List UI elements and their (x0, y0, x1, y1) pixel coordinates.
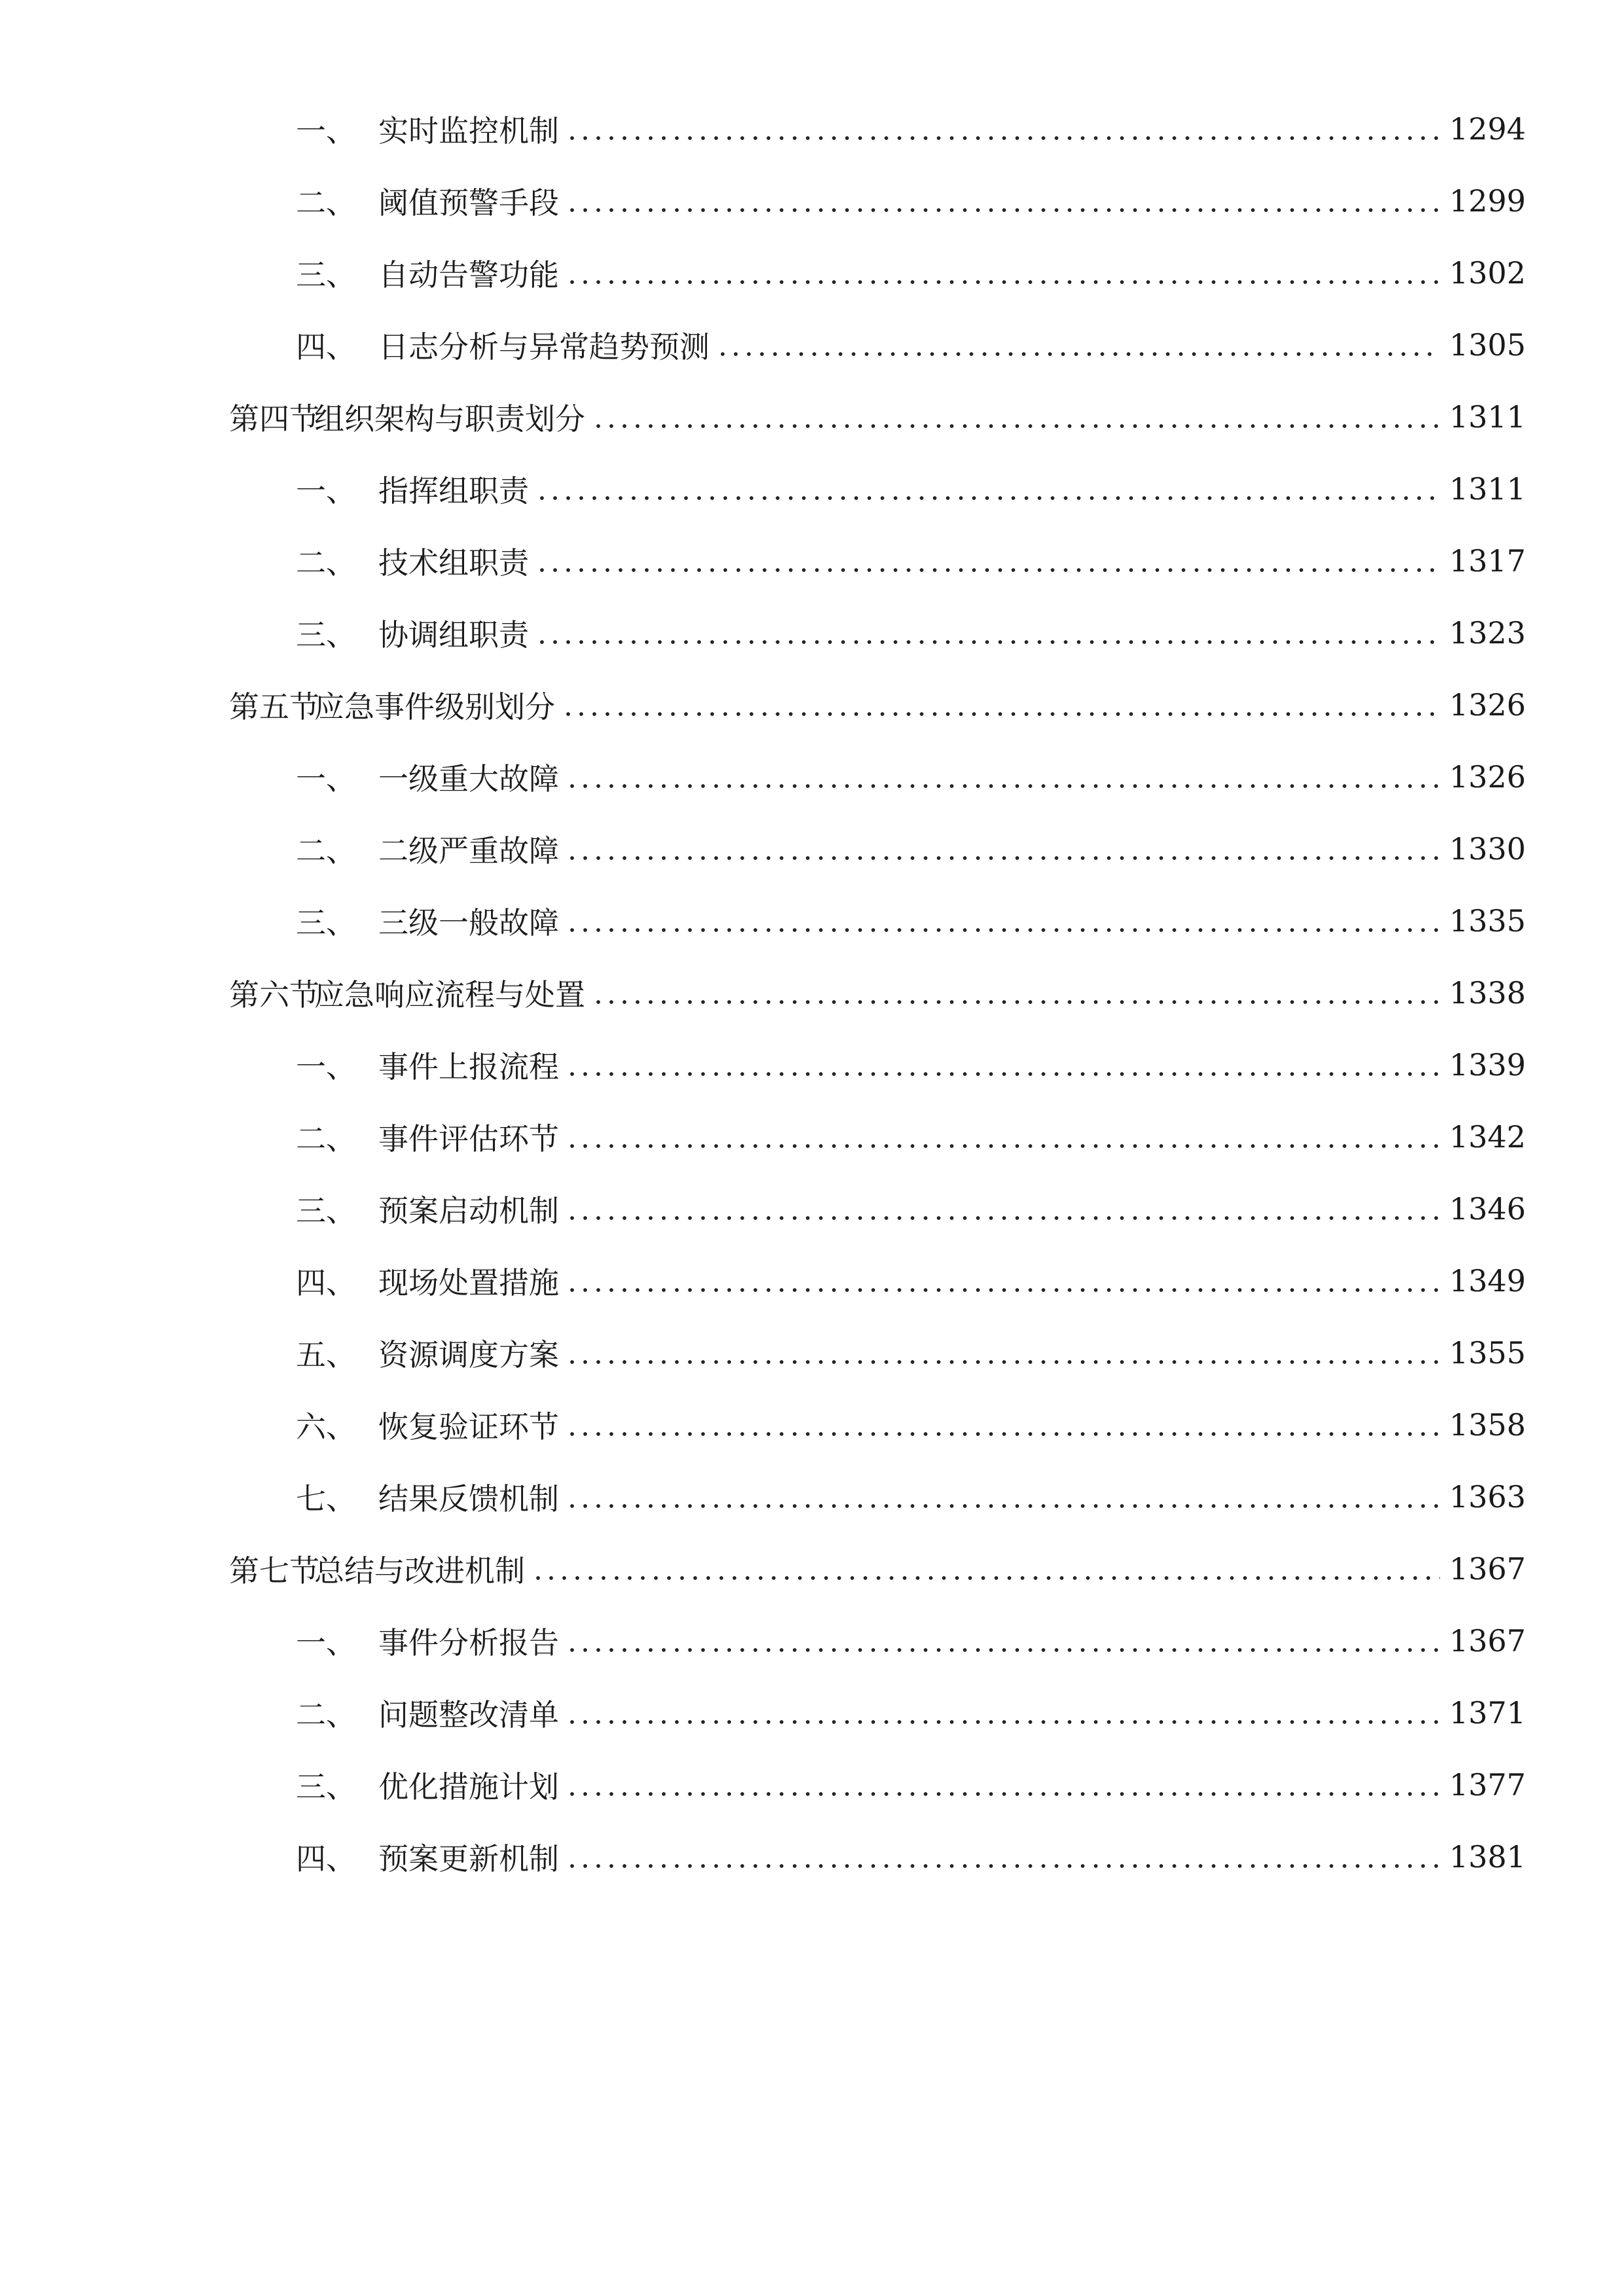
dot-leader (566, 1863, 1440, 1869)
toc-entry-page-number: 1371 (1449, 1695, 1526, 1731)
toc-entry-title: 事件评估环节 (378, 1121, 559, 1157)
toc-entry-number: 四、 (296, 1265, 356, 1300)
toc-subsection-entry[interactable] (0, 93, 1624, 165)
toc-entry-number: 三、 (296, 257, 356, 293)
toc-subsection-entry[interactable] (0, 1245, 1624, 1317)
toc-subsection-entry[interactable] (0, 1389, 1624, 1461)
dot-leader (566, 855, 1440, 861)
toc-entry-page-number: 1367 (1449, 1551, 1526, 1587)
toc-subsection-entry[interactable] (0, 813, 1624, 885)
toc-subsection-entry[interactable] (0, 885, 1624, 957)
toc-entry-number: 二、 (296, 1697, 356, 1732)
toc-entry-title: 三级一般故障 (378, 905, 559, 941)
toc-entry-page-number: 1349 (1449, 1263, 1526, 1299)
toc-entry-page-number: 1326 (1449, 759, 1526, 795)
toc-entry-title: 一级重大故障 (378, 761, 559, 797)
dot-leader (566, 1215, 1440, 1221)
dot-leader (535, 495, 1440, 501)
toc-entry-page-number: 1346 (1449, 1191, 1526, 1227)
toc-entry-page-number: 1339 (1449, 1047, 1526, 1083)
toc-section-entry[interactable] (0, 957, 1624, 1029)
toc-entry-title: 优化措施计划 (378, 1769, 559, 1804)
toc-subsection-entry[interactable] (0, 1461, 1624, 1533)
toc-entry-number: 二、 (296, 833, 356, 869)
dot-leader (566, 1503, 1440, 1509)
toc-entry-page-number: 1317 (1449, 543, 1526, 579)
toc-entry-page-number: 1302 (1449, 255, 1526, 291)
toc-subsection-entry[interactable] (0, 741, 1624, 813)
toc-entry-title: 应急响应流程与处置 (314, 977, 585, 1013)
toc-entry-title: 总结与改进机制 (314, 1553, 525, 1588)
toc-subsection-entry[interactable] (0, 237, 1624, 309)
toc-subsection-entry[interactable] (0, 309, 1624, 381)
toc-entry-number: 三、 (296, 1769, 356, 1804)
dot-leader (716, 351, 1440, 357)
toc-subsection-entry[interactable] (0, 453, 1624, 525)
dot-leader (566, 783, 1440, 789)
toc-subsection-entry[interactable] (0, 1677, 1624, 1749)
toc-entry-page-number: 1330 (1449, 831, 1526, 867)
toc-subsection-entry[interactable] (0, 1317, 1624, 1389)
toc-entry-page-number: 1323 (1449, 615, 1526, 651)
toc-entry-page-number: 1355 (1449, 1335, 1526, 1371)
dot-leader (592, 423, 1440, 429)
toc-entry-title: 日志分析与异常趋势预测 (378, 329, 710, 365)
toc-entry-number: 二、 (296, 1121, 356, 1157)
toc-subsection-entry[interactable] (0, 597, 1624, 669)
toc-entry-title: 实时监控机制 (378, 113, 559, 149)
toc-subsection-entry[interactable] (0, 165, 1624, 237)
toc-section-entry[interactable] (0, 381, 1624, 453)
toc-entry-number: 二、 (296, 545, 356, 581)
dot-leader (566, 1287, 1440, 1293)
dot-leader (566, 1719, 1440, 1725)
dot-leader (566, 207, 1440, 213)
toc-entry-title: 协调组职责 (378, 617, 529, 653)
dot-leader (566, 1431, 1440, 1437)
toc-entry-title: 预案更新机制 (378, 1841, 559, 1876)
toc-entry-title: 资源调度方案 (378, 1337, 559, 1372)
toc-entry-number: 七、 (296, 1481, 356, 1516)
toc-entry-page-number: 1311 (1449, 471, 1526, 507)
toc-entry-number: 第六节 (229, 977, 319, 1013)
toc-entry-number: 第五节 (229, 689, 319, 725)
toc-entry-number: 三、 (296, 905, 356, 941)
toc-entry-title: 事件分析报告 (378, 1625, 559, 1660)
toc-entry-number: 一、 (296, 113, 356, 149)
toc-entry-page-number: 1367 (1449, 1623, 1526, 1659)
toc-section-entry[interactable] (0, 1533, 1624, 1605)
toc-entry-page-number: 1338 (1449, 975, 1526, 1011)
dot-leader (566, 1359, 1440, 1365)
toc-entry-title: 预案启动机制 (378, 1193, 559, 1229)
toc-entry-title: 事件上报流程 (378, 1049, 559, 1085)
toc-entry-title: 指挥组职责 (378, 473, 529, 509)
toc-entry-number: 一、 (296, 761, 356, 797)
toc-entry-page-number: 1342 (1449, 1119, 1526, 1155)
toc-entry-title: 现场处置措施 (378, 1265, 559, 1300)
toc-entry-number: 一、 (296, 1625, 356, 1660)
toc-entry-number: 六、 (296, 1409, 356, 1444)
toc-entry-page-number: 1335 (1449, 903, 1526, 939)
dot-leader (566, 1647, 1440, 1653)
toc-entry-number: 三、 (296, 617, 356, 653)
toc-entry-page-number: 1363 (1449, 1479, 1526, 1515)
dot-leader (566, 1071, 1440, 1077)
toc-entry-title: 应急事件级别划分 (314, 689, 555, 725)
dot-leader (535, 567, 1440, 573)
toc-subsection-entry[interactable] (0, 525, 1624, 597)
toc-entry-title: 组织架构与职责划分 (314, 401, 585, 437)
toc-section-entry[interactable] (0, 669, 1624, 741)
toc-entry-number: 五、 (296, 1337, 356, 1372)
toc-entry-number: 第四节 (229, 401, 319, 437)
toc-entry-title: 自动告警功能 (378, 257, 559, 293)
toc-subsection-entry[interactable] (0, 1101, 1624, 1173)
toc-entry-title: 二级严重故障 (378, 833, 559, 869)
toc-subsection-entry[interactable] (0, 1029, 1624, 1101)
toc-entry-number: 四、 (296, 1841, 356, 1876)
toc-entry-page-number: 1311 (1449, 399, 1526, 435)
dot-leader (535, 639, 1440, 645)
toc-entry-page-number: 1381 (1449, 1839, 1526, 1874)
dot-leader (566, 135, 1440, 141)
toc-entry-page-number: 1377 (1449, 1767, 1526, 1803)
dot-leader (566, 927, 1440, 933)
toc-entry-number: 第七节 (229, 1553, 319, 1588)
toc-entry-title: 技术组职责 (378, 545, 529, 581)
toc-entry-title: 结果反馈机制 (378, 1481, 559, 1516)
toc-entry-page-number: 1294 (1449, 111, 1526, 147)
toc-entry-title: 问题整改清单 (378, 1697, 559, 1732)
toc-entry-number: 二、 (296, 185, 356, 221)
toc-entry-page-number: 1326 (1449, 687, 1526, 723)
toc-subsection-entry[interactable] (0, 1749, 1624, 1821)
toc-entry-page-number: 1305 (1449, 327, 1526, 363)
table-of-contents (0, 93, 1624, 1893)
dot-leader (592, 999, 1440, 1005)
toc-subsection-entry[interactable] (0, 1821, 1624, 1893)
toc-subsection-entry[interactable] (0, 1173, 1624, 1245)
toc-entry-title: 阈值预警手段 (378, 185, 559, 221)
toc-entry-page-number: 1358 (1449, 1407, 1526, 1443)
dot-leader (532, 1575, 1440, 1581)
toc-entry-number: 一、 (296, 473, 356, 509)
toc-entry-page-number: 1299 (1449, 183, 1526, 219)
toc-entry-number: 四、 (296, 329, 356, 365)
dot-leader (566, 1143, 1440, 1149)
dot-leader (562, 711, 1440, 717)
dot-leader (566, 279, 1440, 285)
toc-subsection-entry[interactable] (0, 1605, 1624, 1677)
toc-entry-number: 三、 (296, 1193, 356, 1229)
toc-entry-title: 恢复验证环节 (378, 1409, 559, 1444)
dot-leader (566, 1791, 1440, 1797)
toc-entry-number: 一、 (296, 1049, 356, 1085)
